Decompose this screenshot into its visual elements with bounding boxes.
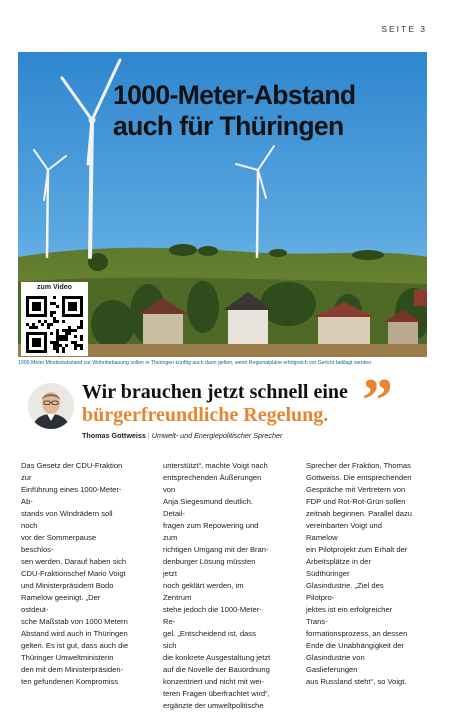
quote-mark-icon: ” <box>362 367 393 435</box>
author-role: Umwelt- und Energiepolitischer Sprecher <box>151 431 283 440</box>
byline-separator: | <box>147 431 150 440</box>
article-line: Glasindustrie. „Ziel des Pilotpro- <box>306 581 384 602</box>
article-line: den mit dem Ministerpräsiden- <box>21 665 124 674</box>
avatar <box>28 383 74 429</box>
article-column-2 <box>163 460 271 712</box>
article-line: Sprecher der Fraktion, Thomas <box>306 461 411 470</box>
article-line: konzentriert und nicht mit wei- <box>163 677 264 686</box>
article-line: noch geklärt werden, im Zentrum <box>163 581 244 602</box>
author-name: Thomas Gottweiss <box>82 431 146 440</box>
article-column-1 <box>21 460 129 688</box>
article-line: und Ministerpräsident Bodo <box>21 581 114 590</box>
article-line: Ramelow geeinigt. „Der ostdeut- <box>21 593 101 614</box>
hero-photo <box>18 52 427 357</box>
quote-line-2: bürgerfreundliche Regelung. <box>82 404 329 426</box>
article-line: Ende die Unabhängigkeit der <box>306 641 404 650</box>
article-column-3 <box>306 460 414 688</box>
article-line: CDU-Fraktionschef Mario Voigt <box>21 569 126 578</box>
article-line: aus Russland steht“, so Voigt. <box>306 677 407 686</box>
article-line: Das Gesetz der CDU-Fraktion zur <box>21 461 123 482</box>
portrait-icon <box>28 383 74 429</box>
headline <box>113 80 356 142</box>
page-number-label: SEITE 3 <box>381 24 427 34</box>
article-column-2-text <box>163 460 271 712</box>
article-line: entsprechenden Äußerungen von <box>163 473 262 494</box>
article-line: vor der Sommerpause beschlos- <box>21 533 97 554</box>
article-line: FDP und Rot-Rot-Grün sollen <box>306 497 406 506</box>
article-line: ein Pilotprojekt zum Erhalt der <box>306 545 408 554</box>
article-line: richtigen Umgang mit der Bran- <box>163 545 269 554</box>
article-line: stehe jedoch die 1000-Meter-Re- <box>163 605 262 626</box>
article-line: Arbeitsplätze in der Südthüringer <box>306 557 372 578</box>
article-line: sche Maßstab von 1000 Metern <box>21 617 128 626</box>
article-line: Gottweiss. Die entsprechenden <box>306 473 412 482</box>
article-line: stands von Windrädern soll noch <box>21 509 113 530</box>
article-line: Abstand wird auch in Thüringen <box>21 629 128 638</box>
article-line: zeitnah beginnen. Parallel dazu <box>306 509 412 518</box>
article-line: auf die Novelle der Bauordnung <box>163 665 270 674</box>
article-line: Gespräche mit Vertretern von <box>306 485 406 494</box>
article-line: fragen zum Repowering und zum <box>163 521 259 542</box>
qr-code-icon <box>26 296 83 353</box>
article-line: Glasindustrie von Gaslieferungen <box>306 653 365 674</box>
article-line: vereinbarten Voigt und Ramelow <box>306 521 382 542</box>
article-line: jektes ist ein erfolgreicher Trans- <box>306 605 393 626</box>
article-column-3-text <box>306 460 414 688</box>
byline <box>82 431 282 440</box>
photo-caption: 1000 Meter Mindestabstand zur Wohnbebauung sollen in Thüringen künftig auch dann gelten, wenn Regionalpläne erfolgreich vor Gericht beklagt werden. <box>18 360 373 366</box>
article-line: Anja Siegesmund deutlich. Detail- <box>163 497 253 518</box>
article-line: die konkrete Ausgestaltung jetzt <box>163 653 271 662</box>
article-line: unterstützt“, machte Voigt nach <box>163 461 268 470</box>
article-line: gel. „Entscheidend ist, dass sich <box>163 629 256 650</box>
article-line: Thüringer Umweltministerin <box>21 653 114 662</box>
quote-line-1: Wir brauchen jetzt schnell eine <box>82 381 348 403</box>
headline-line-1: 1000-Meter-Abstand <box>113 80 356 110</box>
article-line: Einführung eines 1000-Meter-Ab- <box>21 485 122 506</box>
article-column-1-text <box>21 460 129 688</box>
headline-line-2: auch für Thüringen <box>113 111 344 141</box>
article-line: denburger Lösung müssten jetzt <box>163 557 256 578</box>
qr-code-box[interactable] <box>21 282 88 356</box>
article-line: teren Fragen überfrachtet wird“, <box>163 689 270 698</box>
article-line: gelten. Es ist gut, dass auch die <box>21 641 129 650</box>
article-line: formationsprozess, an dessen <box>306 629 408 638</box>
article-line: ten gefundenen Kompromiss <box>21 677 119 686</box>
article-line: sen werden. Darauf haben sich <box>21 557 127 566</box>
article-line: ergänzte der umweltpolitische <box>163 701 264 710</box>
qr-video-label: zum Video <box>37 284 72 291</box>
